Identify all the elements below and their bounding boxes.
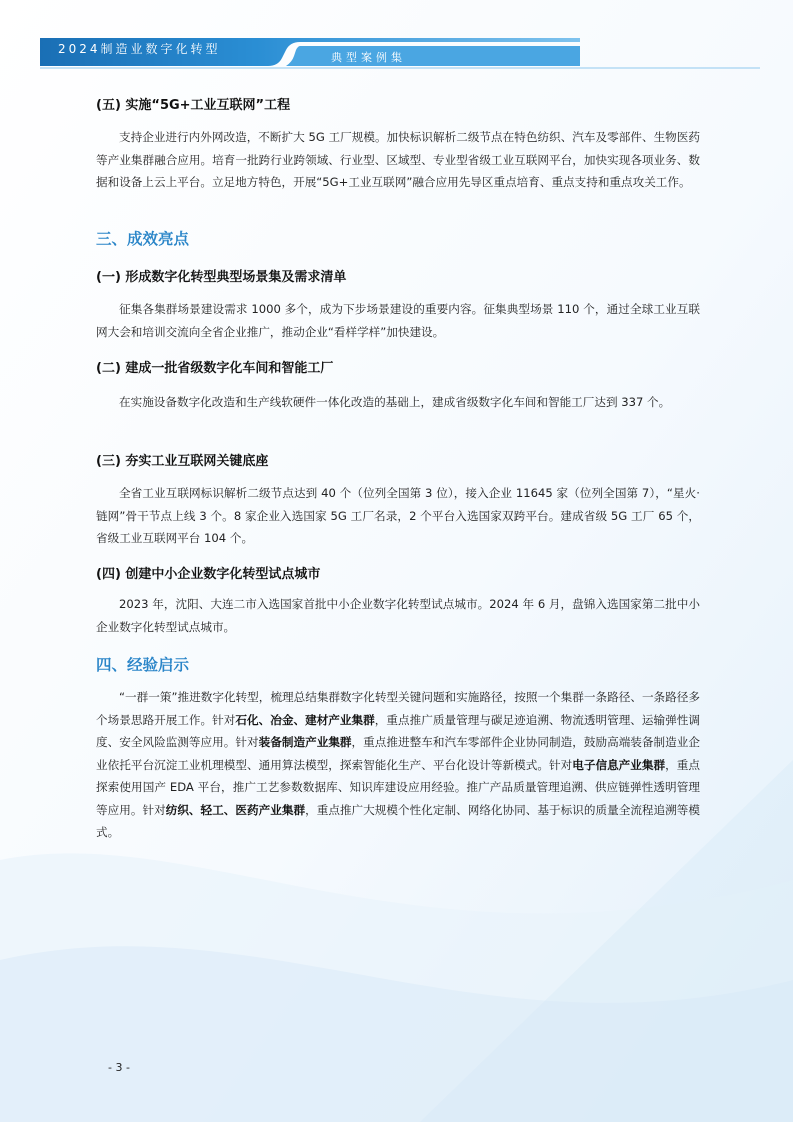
header-left-title: 2024制造业数字化转型 [58, 42, 221, 56]
paragraph-result-4: 2023 年，沈阳、大连二市入选国家首批中小企业数字化转型试点城市。2024 年 6 月，盘锦入选国家第二批中小企业数字化转型试点城市。 [96, 597, 700, 634]
heading-result-3: (三) 夯实工业互联网关键底座 [96, 454, 269, 469]
section-heading-5g: (五) 实施“5G+工业互联网”工程 [96, 98, 291, 113]
section-title-results: 三、成效亮点 [96, 230, 190, 248]
header-right-title: 典型案例集 [331, 51, 406, 64]
heading-result-4: (四) 创建中小企业数字化转型试点城市 [96, 567, 321, 582]
paragraph-result-2: 在实施设备数字化改造和生产线软硬件一体化改造的基础上，建成省级数字化车间和智能工厂达到 337 个。 [119, 395, 671, 409]
page-number: - 3 - [108, 1061, 130, 1074]
lessons-bold-3: 电子信息产业集群 [572, 757, 666, 772]
paragraph-result-3: 全省工业互联网标识解析二级节点达到 40 个（位列全国第 3 位），接入企业 11645 家（位列全国第 7），“星火·链网”骨干节点上线 3 个。8 家企业入选国家 5G 工厂名录，2 个平台入选国家双跨平台。建成省级 5G 工厂 65 个，省级工业互联网平台 104 个。 [96, 486, 700, 545]
lessons-bold-1: 石化、冶金、建材产业集群 [235, 712, 375, 727]
lessons-text-4: ，重点探索使用国产 EDA 平台，推广工艺参数数据库、知识库建设应用经验。推广产品质量管理追溯、供应链弹性透明管理等应用。针对 [96, 757, 700, 817]
lessons-bold-4: 纺织、轻工、医药产业集群 [165, 802, 306, 817]
lessons-bold-2: 装备制造产业集群 [258, 735, 352, 749]
heading-result-1: (一) 形成数字化转型典型场景集及需求清单 [96, 270, 347, 285]
lessons-text-1: “一群一策”推进数字化转型，梳理总结集群数字化转型关键问题和实施路径，按照一个集群一条路径、一条路径多个场景思路开展工作。针对 [96, 690, 700, 727]
paragraph-result-1: 征集各集群场景建设需求 1000 多个，成为下步场景建设的重要内容。征集典型场景 110 个，通过全球工业互联网大会和培训交流向全省企业推广，推动企业“看样学样”加快建设。 [96, 302, 700, 339]
paragraph-5g: 支持企业进行内外网改造，不断扩大 5G 工厂规模。加快标识解析二级节点在特色纺织、汽车及零部件、生物医药等产业集群融合应用。培育一批跨行业跨领域、行业型、区域型、专业型省级工业互联网平台，加快实现各项业务、数据和设备上云上平台。立足地方特色，开展“5G+工业互联网”融合应用先导区重点培育、重点支持和重点攻关工作。 [96, 130, 700, 189]
lessons-text-2: ，重点推广质量管理与碳足迹追溯、物流透明管理、运输弹性调度、安全风险监测等应用。针对 [96, 712, 700, 749]
lessons-text-3: ，重点推进整车和汽车零部件企业协同制造，鼓励高端装备制造业企业依托平台沉淀工业机理模型、通用算法模型，探索智能化生产、平台化设计等新模式。针对 [96, 735, 700, 772]
lessons-text-5: ，重点推广大规模个性化定制、网络化协同、基于标识的质量全流程追溯等模式。 [96, 802, 700, 839]
section-title-lessons: 四、经验启示 [96, 656, 190, 674]
paragraph-lessons [96, 686, 700, 844]
heading-result-2: (二) 建成一批省级数字化车间和智能工厂 [96, 361, 334, 376]
